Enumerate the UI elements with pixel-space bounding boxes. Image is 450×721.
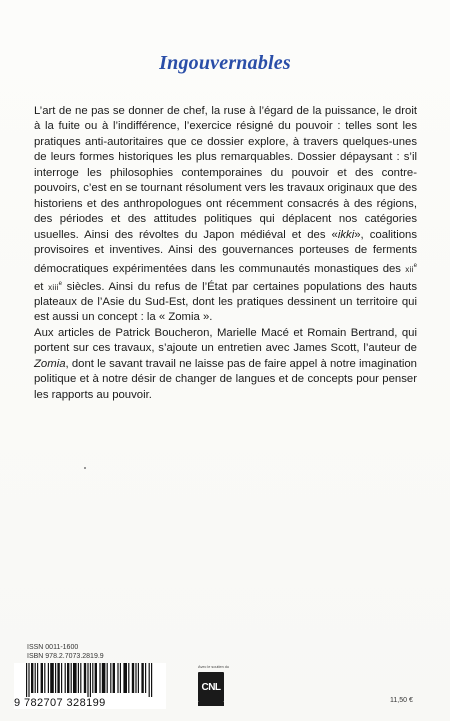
cnl-logo-text: CNL — [201, 681, 221, 693]
p1-text-b: », coalitions provisoires et inventives. Ainsi des gouvernances porteuses de ferments démocratiques expérimentées dans les communautés monastiques des — [34, 228, 417, 275]
p1-et: et — [34, 280, 49, 293]
p2-text-b: , dont le savant travail ne laisse pas de faire appel à notre imagination politique et à notre désir de changer de langues et de concepts pour penser les rapports au pouvoir. — [34, 357, 417, 401]
p1-century-12: xii — [405, 264, 414, 274]
p2-text-a: Aux articles de Patrick Boucheron, Marielle Macé et Romain Bertrand, qui portent sur ces travaux, s’ajoute un entretien avec James Scott, l’auteur de — [34, 326, 417, 355]
p1-sup-2: e — [58, 280, 62, 287]
paragraph-2 — [34, 326, 417, 403]
paragraph-1 — [34, 104, 417, 326]
isbn-line: ISBN 978.2.7073.2819.9 — [27, 653, 104, 660]
price: 11,50 € — [390, 697, 413, 704]
barcode-bars — [14, 663, 166, 697]
isbn-block — [27, 643, 104, 661]
p1-sup-1: e — [413, 262, 417, 269]
p2-zomia: Zomia — [34, 357, 66, 370]
p1-century-13: xiii — [48, 282, 59, 292]
p1-text-c: siècles. Ainsi du refus de l’État par certaines populations des hauts plateaux de l’Asie du Sud-Est, dont les pratiques dessinent un territoire qui est aussi un concept : la « Zomia ». — [34, 280, 417, 324]
cnl-logo-band — [198, 702, 224, 706]
p1-text-a: L’art de ne pas se donner de chef, la ruse à l’égard de la puissance, le droit à la fuite ou à l’indifférence, l’exercice résigné du pouvoir : telles sont les pratiques anti-autoritaires que ce dossier explore, à travers quelques-unes de leurs formes historiques les plus remarquables. Dossier dépaysant : s’il interroge les philosophies contemporaines du pouvoir et des contre-pouvoirs, c’est en se tournant résolument vers les travaux originaux que des historiens et des anthropologues ont récemment consacrés à des régions, des périodes et des attitudes politiques qui déplacent nos catégories usuelles. Ainsi des révoltes du Japon médiéval et des « — [34, 105, 417, 241]
cnl-caption: Avec le soutien du — [198, 665, 229, 669]
cover-title: Ingouvernables — [159, 52, 291, 74]
paper-speck — [84, 467, 86, 469]
p1-ikki: ikki — [337, 228, 355, 241]
description-text — [34, 104, 417, 403]
issn-line: ISSN 0011-1600 — [27, 644, 79, 651]
cnl-logo — [198, 672, 224, 702]
barcode-digits: 9 782707 328199 — [14, 697, 106, 709]
